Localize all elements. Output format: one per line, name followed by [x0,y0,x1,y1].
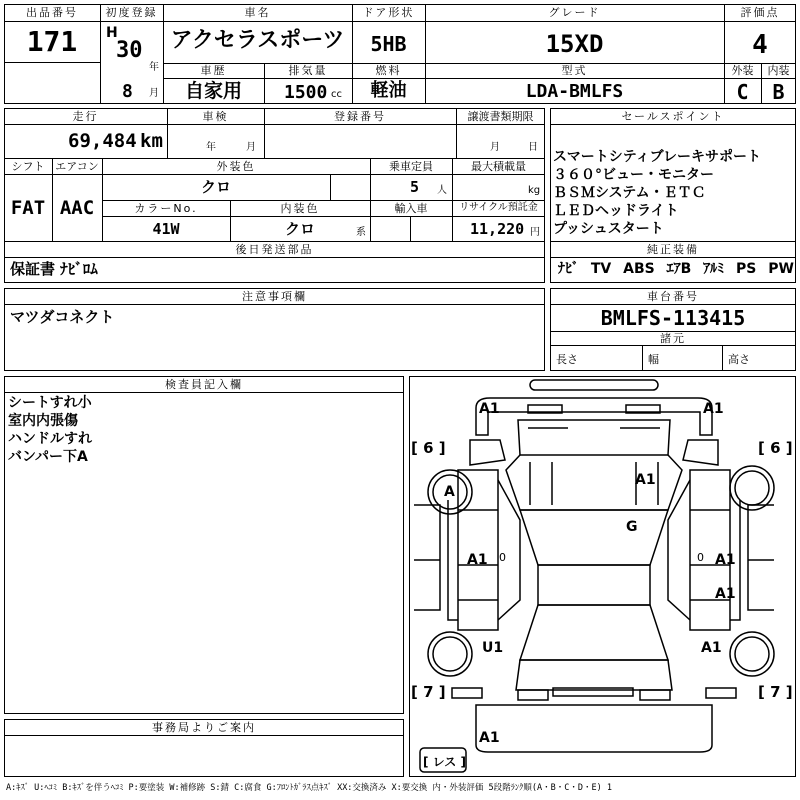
model-label: 型式 [561,64,588,77]
shift: FAT [10,197,46,219]
length-label: 長さ [556,353,578,366]
equipment-label: 純正装備 [647,243,699,256]
equipment-item: ﾅﾋﾞ [558,261,579,277]
transfer-day-unit: 日 [528,142,538,153]
color-no: 41W [152,220,180,238]
chassis-col [642,345,643,371]
grade-label: グレード [548,6,601,19]
int-color: クロ [284,220,315,238]
capacity-label: 乗車定員 [389,160,433,173]
reg-year: 30 [116,38,143,63]
month-unit: 月 [149,88,159,99]
specs-rule [4,257,545,258]
dims-label: 諸元 [660,332,686,345]
insp-month-unit: 月 [246,142,256,153]
transfer-month-unit: 月 [490,142,500,153]
color-no-label: カラーNo. [134,202,198,215]
interior-label: 内装 [767,64,790,77]
specs-rule [4,124,545,125]
int-color-label: 内装色 [280,202,320,215]
exterior-label: 外装 [731,64,754,77]
notes-text: マツダコネクト [10,308,115,326]
mark-right-rear-door: A1 [715,586,736,602]
transfer-label: 譲渡書類期限 [467,110,534,123]
later-parts-label: 後日発送部品 [235,243,314,256]
mileage-unit: km [140,130,163,152]
chassis-rule [550,304,796,305]
sales-point: プッシュスタート [553,221,664,237]
sales-rule [550,124,796,125]
lot-no: 171 [26,25,78,58]
mark-right-rear-wheel: A1 [701,640,722,656]
notes-label: 注意事項欄 [242,290,307,303]
equipment-list [558,262,794,276]
import-label: 輸入車 [394,202,428,215]
specs-rule [4,158,545,159]
sales-point: ３６０°ビュー・モニター [553,167,714,183]
specs-rule [102,216,545,217]
fuel-label: 燃料 [375,64,402,77]
int-color-unit: 系 [356,227,366,238]
spare-label: [ レス ] [423,755,466,769]
diagram-box [409,376,796,777]
model: LDA-BMLFS [525,81,624,102]
sales-rule [550,257,796,258]
ext-color: クロ [200,178,231,196]
history: 自家用 [184,80,242,102]
lot-no-label: 出品番号 [26,6,78,19]
mark-rear-bumper: A1 [479,730,500,746]
mileage-label: 走行 [72,110,99,123]
exterior-score: C [736,80,749,104]
inspector-rule [4,392,404,393]
era: H [106,25,118,41]
equipment-item: ｴｱB [666,261,692,277]
legend-text: A:ｷｽﾞ U:ﾍｺﾐ B:ｷｽﾞを伴うﾍｺﾐ P:要塗装 W:補修跡 S:錆 C:腐食 G:ﾌﾛﾝﾄｶﾞﾗｽ点ｷｽﾞ XX:交換済み X:要交換 内・外装評価 5段階ﾗﾝｸ順(A・B・C・D・E) 1 [6,783,612,793]
displacement-unit: cc [331,89,342,100]
chassis-label: 車台番号 [647,290,699,303]
capacity: 5 [410,178,420,196]
header-rule [4,21,796,22]
equipment-item: ｱﾙﾐ [703,261,725,277]
equipment-item: PW [768,261,794,277]
mark-right-mirror: 0 [697,551,704,564]
header-col [100,4,101,104]
grade: 15XD [545,30,604,58]
mark-right-front-door: A1 [715,552,736,568]
mark-front-bumper-right: A1 [703,401,724,417]
door-label: ドア形状 [362,6,415,19]
recycle-label: リサイクル預託金 [459,202,538,213]
max-load-label: 最大積載量 [471,160,526,173]
specs-rule [4,241,545,242]
door-type: 5HB [370,32,407,56]
header-rule-2 [163,63,796,64]
equipment-item: ABS [623,261,655,277]
max-load-unit: kg [528,185,541,196]
interior-score: B [772,80,785,104]
office-rule [4,735,404,736]
car-name: アクセラスポーツ [170,28,345,53]
recycle-unit: 円 [530,227,540,238]
office-label: 事務局よりご案内 [152,721,256,734]
score-label: 評価点 [740,6,780,19]
width-label: 幅 [648,353,659,366]
mark-left-mirror: 0 [499,551,506,564]
mark-hood: A1 [635,472,656,488]
sales-point: ＬＥＤヘッドライト [553,203,679,219]
specs-rule [4,174,545,175]
fuel: 軽油 [370,80,407,101]
specs-col [410,216,411,241]
capacity-unit: 人 [437,185,447,196]
inspector-label: 検査員記入欄 [165,378,243,391]
equipment-item: TV [590,261,612,277]
score: 4 [752,30,768,60]
ext-color-label: 外装色 [216,160,256,173]
inspector-line: バンパー下A [8,449,88,465]
recycle-fee: 11,220 [470,220,525,238]
reg-no-label: 登録番号 [334,110,386,123]
tire-front-right: [ 6 ] [758,439,793,457]
mark-left-rear-wheel: U1 [482,640,504,656]
specs-col [330,174,331,200]
mark-front-left-wheel: A [444,484,455,500]
displacement: 1500 [284,82,328,103]
year-unit: 年 [149,62,159,73]
header-rule-4 [4,62,100,63]
first-reg-label: 初度登録 [105,6,158,19]
specs-rule [102,200,545,201]
header-rule-3 [163,78,796,79]
sales-rule [550,241,796,242]
mark-front-bumper-left: A1 [479,401,500,417]
ac-label: エアコン [55,160,99,173]
mark-windshield: G [626,519,638,535]
tire-rear-right: [ 7 ] [758,683,793,701]
shift-label: シフト [11,160,45,173]
tire-front-left: [ 6 ] [411,439,446,457]
sales-point: スマートシティブレーキサポート [553,149,762,165]
mark-left-front-door: A1 [467,552,488,568]
chassis-rule [550,345,796,346]
tire-rear-left: [ 7 ] [411,683,446,701]
chassis-number: BMLFS-113415 [600,306,746,330]
notes-rule [4,304,545,305]
sales-point: ＢＳＭシステム・ＥＴＣ [553,185,706,201]
history-label: 車歴 [200,64,227,77]
reg-month: 8 [122,81,133,102]
equipment-item: PS [736,261,757,277]
mileage: 69,484 [68,130,137,152]
displacement-label: 排気量 [288,64,328,77]
height-label: 高さ [728,353,750,366]
inspector-line: ハンドルすれ [8,431,92,447]
car-name-label: 車名 [244,6,271,19]
sales-points-label: セールスポイント [621,110,725,123]
later-parts: 保証書 ﾅﾋﾞﾛﾑ [10,260,98,278]
ac: AAC [59,197,95,219]
inspection-label: 車検 [202,110,229,123]
insp-year-unit: 年 [206,142,216,153]
inspector-line: 室内内張傷 [8,413,78,429]
inspector-line: シートすれ小 [8,395,92,411]
chassis-col [722,345,723,371]
